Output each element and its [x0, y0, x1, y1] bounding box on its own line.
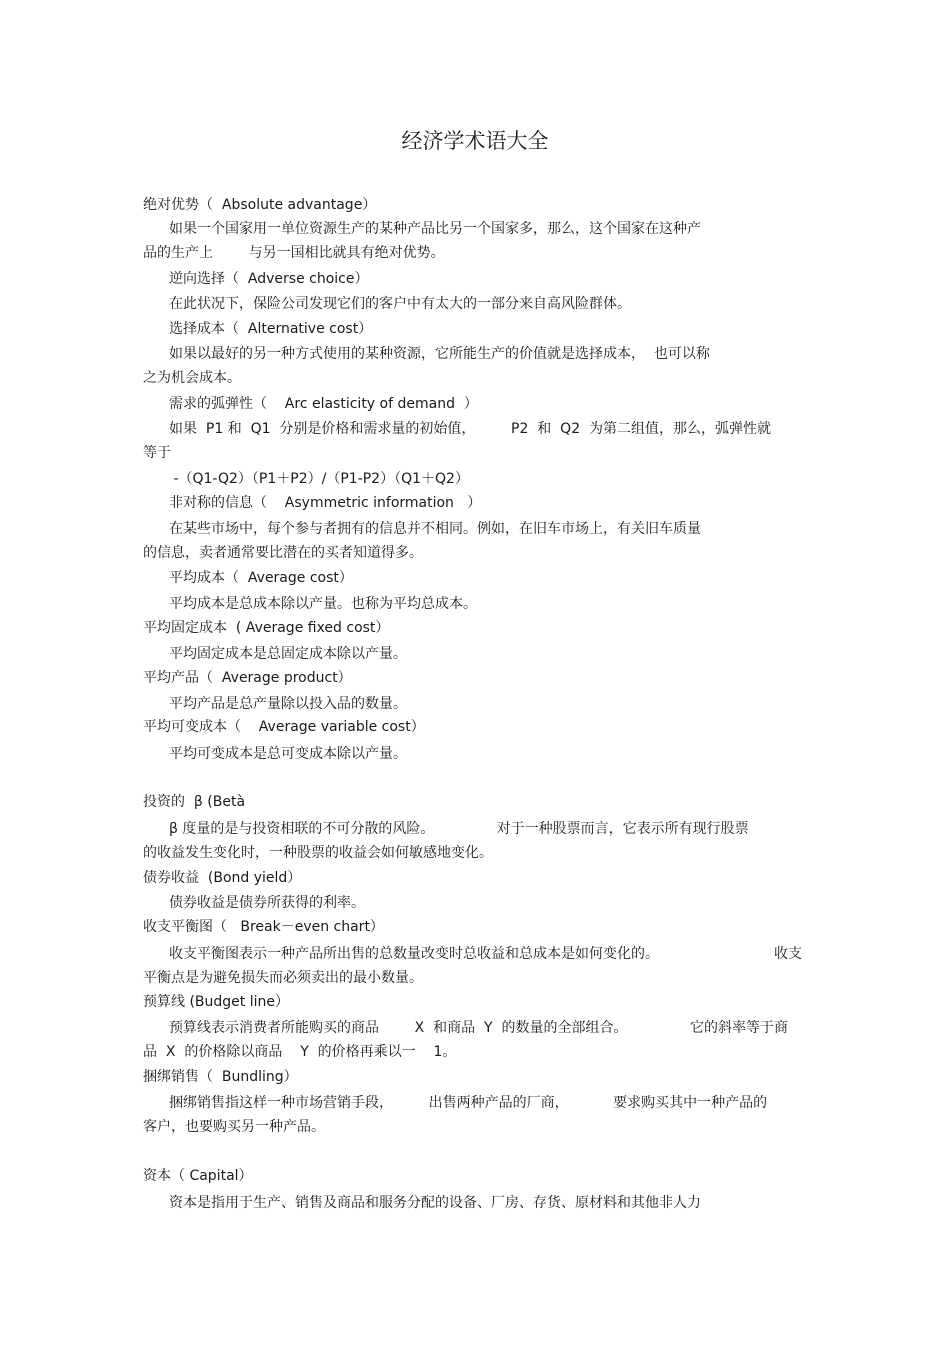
- definition-line: 平衡点是为避免损失而必须卖出的最小数量。: [143, 970, 423, 986]
- definition-line: 的信息，卖者通常要比潜在的买者知道得多。: [143, 545, 423, 561]
- page-title: 经济学术语大全: [401, 129, 549, 153]
- definition-line: 资本是指用于生产、销售及商品和服务分配的设备、厂房、存货、原材料和其他非人力: [169, 1195, 701, 1211]
- term-heading: 逆向选择（ Adverse choice）: [169, 271, 369, 287]
- definition-line: 捆绑销售指这样一种市场营销手段， 出售两种产品的厂商， 要求购买其中一种产品的: [169, 1095, 768, 1111]
- definition-line: 的收益发生变化时，一种股票的收益会如何敏感地变化。: [143, 845, 493, 861]
- definition-line: β 度量的是与投资相联的不可分散的风险。 对于一种股票而言，它表示所有现行股票: [169, 821, 749, 837]
- definition-line: 等于: [143, 445, 171, 461]
- term-heading: 需求的弧弹性（ Arc elasticity of demand ）: [169, 396, 478, 412]
- definition-line: 品 X 的价格除以商品 Y 的价格再乘以一 1。: [143, 1044, 457, 1060]
- term-heading: 平均固定成本 ( Average fixed cost）: [143, 620, 390, 636]
- definition-line: 如果 P1 和 Q1 分别是价格和需求量的初始值， P2 和 Q2 为第二组值，那么，弧弹性就: [169, 421, 772, 437]
- term-heading: 平均产品（ Average product）: [143, 670, 352, 686]
- definition-line: 收支: [774, 946, 802, 962]
- term-heading: 资本（ Capital）: [143, 1168, 253, 1184]
- definition-line: 平均产品是总产量除以投入品的数量。: [169, 696, 407, 712]
- definition-line: 品的生产上 与另一国相比就具有绝对优势。: [143, 245, 445, 261]
- definition-line: 在某些市场中，每个参与者拥有的信息并不相同。例如，在旧车市场上，有关旧车质量: [169, 521, 701, 537]
- definition-line: 预算线表示消费者所能购买的商品 X 和商品 Y 的数量的全部组合。: [169, 1020, 628, 1036]
- formula-line: -（Q1-Q2）（P1＋P2）/（P1-P2）（Q1＋Q2）: [169, 471, 469, 487]
- definition-line: 客户，也要购买另一种产品。: [143, 1119, 325, 1135]
- definition-line: 在此状况下，保险公司发现它们的客户中有太大的一部分来自高风险群体。: [169, 296, 631, 312]
- term-heading: 预算线 (Budget line）: [143, 994, 289, 1010]
- definition-line: 它的斜率等于商: [690, 1020, 788, 1036]
- term-heading: 选择成本（ Alternative cost）: [169, 321, 373, 337]
- definition-line: 如果以最好的另一种方式使用的某种资源，它所能生产的价值就是选择成本， 也可以称: [169, 346, 710, 362]
- term-heading: 捆绑销售（ Bundling）: [143, 1069, 298, 1085]
- term-heading: 收支平衡图（ Break－even chart）: [143, 919, 384, 935]
- definition-line: 平均成本是总成本除以产量。也称为平均总成本。: [169, 596, 477, 612]
- definition-line: 收支平衡图表示一种产品所出售的总数量改变时总收益和总成本是如何变化的。: [169, 946, 659, 962]
- definition-line: 债券收益是债券所获得的利率。: [169, 895, 365, 911]
- term-heading: 平均可变成本（ Average variable cost）: [143, 719, 425, 735]
- definition-line: 如果一个国家用一单位资源生产的某种产品比另一个国家多，那么，这个国家在这种产: [169, 221, 701, 237]
- term-heading: 投资的 β (Betà: [143, 794, 246, 810]
- term-heading: 债券收益 (Bond yield）: [143, 870, 302, 886]
- definition-line: 平均固定成本是总固定成本除以产量。: [169, 646, 407, 662]
- term-heading: 非对称的信息（ Asymmetric information ）: [169, 495, 482, 511]
- definition-line: 之为机会成本。: [143, 370, 241, 386]
- definition-line: 平均可变成本是总可变成本除以产量。: [169, 746, 407, 762]
- term-heading: 绝对优势（ Absolute advantage）: [143, 197, 377, 213]
- term-heading: 平均成本（ Average cost）: [169, 570, 353, 586]
